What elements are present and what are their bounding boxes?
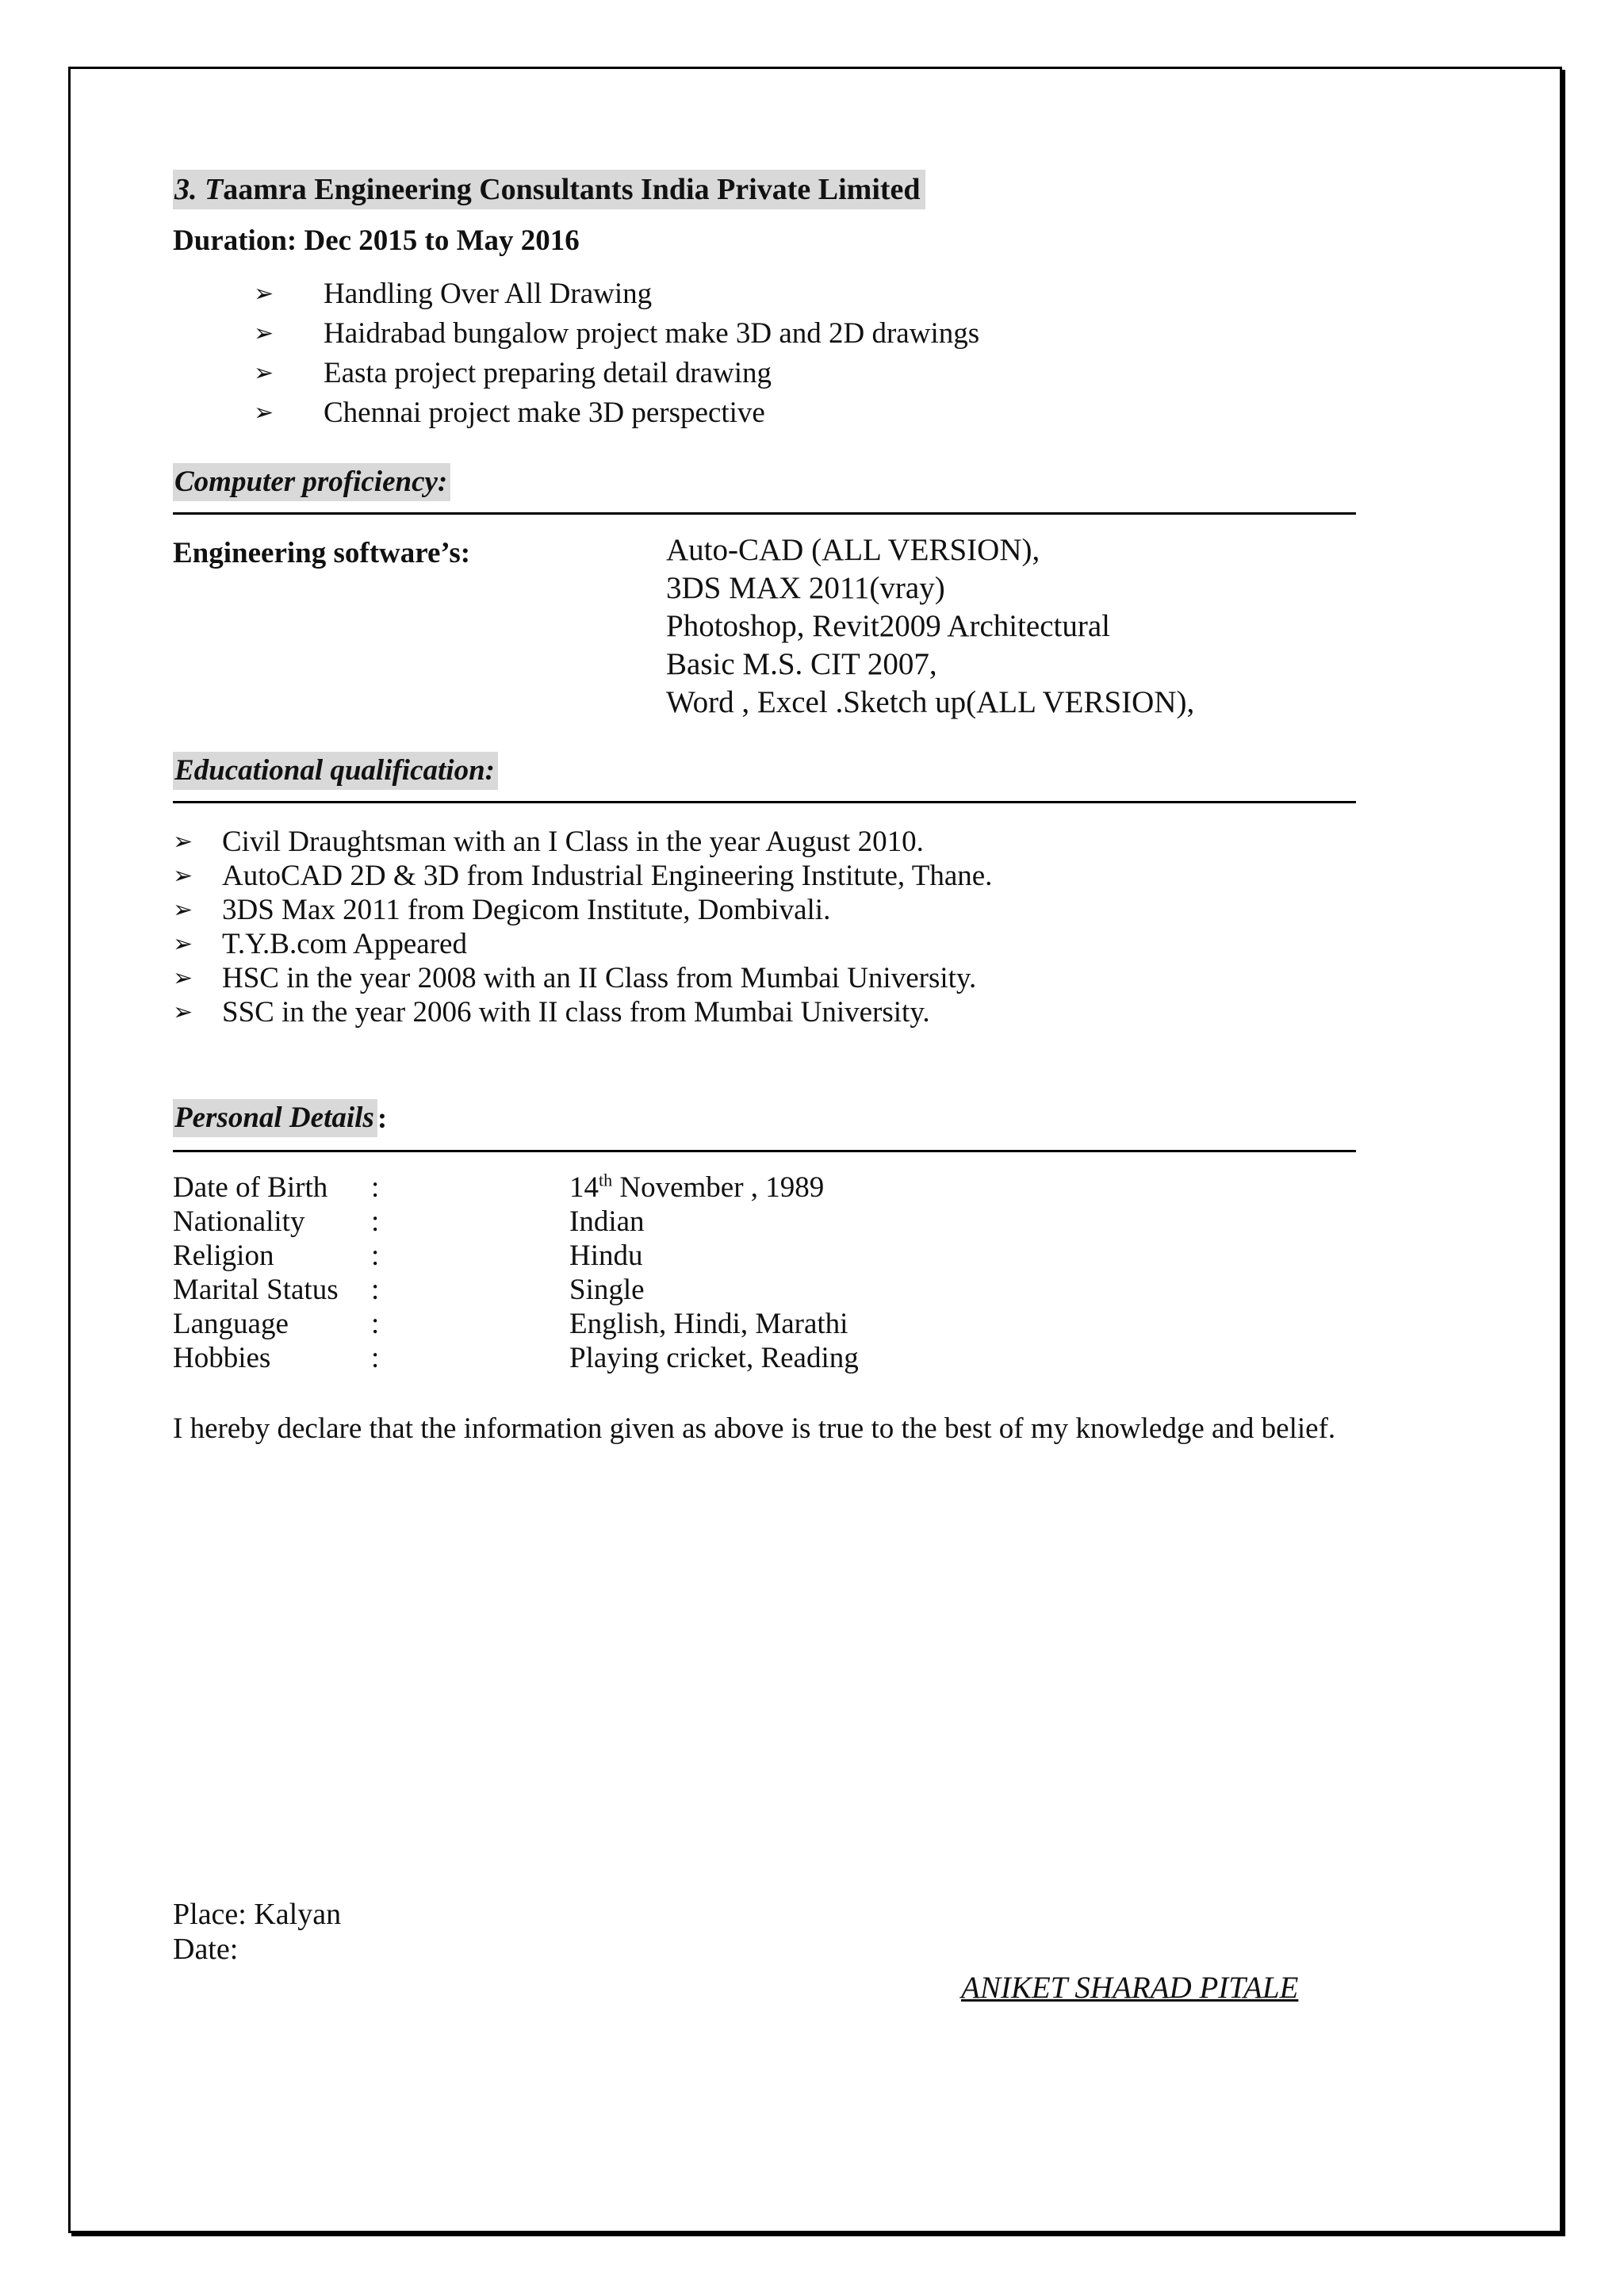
arrow-bullet-icon: ➢ [173, 930, 193, 958]
list-item [254, 314, 979, 354]
personal-row-hobbies [173, 1341, 966, 1375]
personal-row-dob [173, 1170, 966, 1205]
heading-colon: : [377, 1102, 388, 1135]
row-value: Playing cricket, Reading [569, 1342, 859, 1374]
row-separator: : [371, 1342, 380, 1374]
arrow-bullet-icon: ➢ [254, 359, 274, 387]
responsibility-list [254, 274, 979, 433]
row-separator: : [371, 1274, 380, 1306]
software-list [666, 531, 1194, 722]
row-label: Nationality [173, 1205, 305, 1238]
row-value: Indian [569, 1205, 645, 1238]
company-heading [173, 170, 925, 209]
responsibility-text: Chennai project make 3D perspective [324, 397, 765, 429]
software-item: 3DS MAX 2011(vray) [666, 571, 945, 605]
section-divider [173, 512, 1356, 515]
personal-details-heading [173, 1099, 387, 1137]
arrow-bullet-icon: ➢ [173, 896, 193, 924]
arrow-bullet-icon: ➢ [173, 828, 193, 856]
list-item [173, 893, 992, 927]
engineering-software-label: Engineering software’s: [173, 537, 471, 569]
date-line: Date: [173, 1933, 239, 1966]
personal-details-table [173, 1170, 966, 1375]
personal-row-nationality [173, 1205, 966, 1239]
section-divider [173, 801, 1356, 803]
employment-duration: Duration: Dec 2015 to May 2016 [173, 224, 580, 257]
dob-ordinal: th [599, 1170, 613, 1190]
company-number: 3. T [174, 173, 224, 206]
arrow-bullet-icon: ➢ [173, 862, 193, 890]
software-item: Auto-CAD (ALL VERSION), [666, 533, 1040, 567]
declaration-text: I hereby declare that the information given as above is true to the best of my knowledge and belief. [173, 1412, 1336, 1445]
responsibility-text: Easta project preparing detail drawing [324, 357, 772, 389]
software-item: Photoshop, Revit2009 Architectural [666, 609, 1111, 643]
list-item [173, 859, 992, 893]
computer-proficiency-heading: Computer proficiency: [173, 463, 450, 501]
software-item: Word , Excel .Sketch up(ALL VERSION), [666, 685, 1195, 719]
arrow-bullet-icon: ➢ [173, 964, 193, 992]
personal-row-marital-status [173, 1273, 966, 1307]
row-value: Hindu [569, 1239, 643, 1272]
row-label: Marital Status [173, 1274, 339, 1306]
row-separator: : [371, 1239, 380, 1272]
row-value: Single [569, 1274, 645, 1306]
list-item [254, 393, 979, 433]
row-separator: : [371, 1308, 380, 1340]
row-label: Date of Birth [173, 1171, 328, 1204]
arrow-bullet-icon: ➢ [254, 399, 274, 427]
personal-row-language [173, 1307, 966, 1341]
responsibility-text: Handling Over All Drawing [324, 278, 653, 310]
list-item [254, 354, 979, 393]
education-list [173, 825, 992, 1029]
list-item [173, 927, 992, 961]
list-item [173, 961, 992, 995]
row-label: Language [173, 1308, 289, 1340]
row-label: Hobbies [173, 1342, 271, 1374]
row-value: English, Hindi, Marathi [569, 1308, 848, 1340]
row-label: Religion [173, 1239, 274, 1272]
dob-day: 14 [569, 1171, 599, 1204]
dob-rest: November , 1989 [612, 1171, 825, 1204]
place-line: Place: Kalyan [173, 1898, 342, 1931]
personal-row-religion [173, 1239, 966, 1273]
education-text: HSC in the year 2008 with an II Class from Mumbai University. [222, 962, 977, 994]
education-text: SSC in the year 2006 with II class from Mumbai University. [222, 996, 930, 1029]
personal-details-title: Personal Details [173, 1099, 377, 1137]
arrow-bullet-icon: ➢ [254, 280, 274, 308]
list-item [173, 825, 992, 859]
education-text: T.Y.B.com Appeared [222, 928, 467, 960]
arrow-bullet-icon: ➢ [254, 320, 274, 347]
row-separator: : [371, 1205, 380, 1238]
list-item [254, 274, 979, 314]
signature-name: ANIKET SHARAD PITALE [961, 1971, 1299, 2005]
row-separator: : [371, 1171, 380, 1204]
education-text: 3DS Max 2011 from Degicom Institute, Dombivali. [222, 894, 831, 926]
row-value [569, 1170, 824, 1205]
list-item [173, 995, 992, 1029]
education-text: AutoCAD 2D & 3D from Industrial Engineering Institute, Thane. [222, 860, 993, 892]
software-item: Basic M.S. CIT 2007, [666, 647, 937, 681]
educational-qualification-heading: Educational qualification: [173, 752, 498, 790]
arrow-bullet-icon: ➢ [173, 998, 193, 1026]
section-divider [173, 1150, 1356, 1152]
company-name: aamra Engineering Consultants India Private Limited [223, 173, 921, 206]
education-text: Civil Draughtsman with an I Class in the year August 2010. [222, 826, 924, 858]
responsibility-text: Haidrabad bungalow project make 3D and 2D drawings [324, 317, 980, 350]
